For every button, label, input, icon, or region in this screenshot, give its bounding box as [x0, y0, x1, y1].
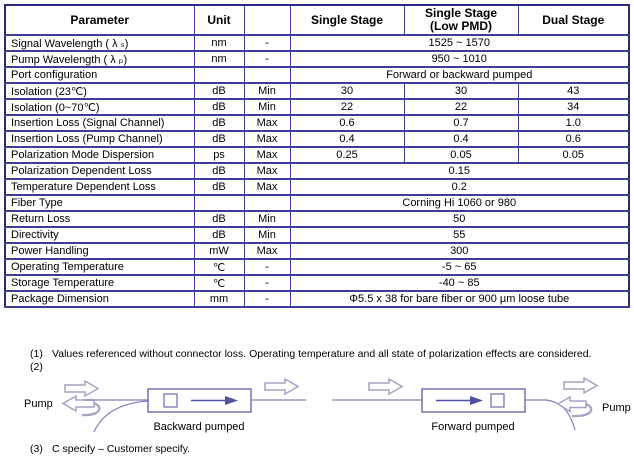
- column-header-label: Single Stage: [310, 12, 384, 27]
- cell-qualifier: -: [244, 259, 290, 275]
- cell-parameter: Package Dimension: [5, 291, 194, 307]
- note-2-number: (2): [30, 361, 43, 373]
- cell-parameter: Isolation (0~70℃): [5, 99, 194, 115]
- cell-value: 0.25: [290, 147, 404, 163]
- cell-unit: dB: [194, 227, 244, 243]
- cell-value-span: 950 ~ 1010: [290, 51, 629, 67]
- table-row: [5, 147, 629, 163]
- cell-parameter: Fiber Type: [5, 195, 194, 211]
- cell-value-span: 1525 ~ 1570: [290, 35, 629, 51]
- pump-label-right: Pump: [602, 402, 631, 414]
- cell-unit: dB: [194, 131, 244, 147]
- cell-value: 0.05: [518, 147, 629, 163]
- signal-out-arrow-icon: [265, 379, 298, 394]
- cell-parameter: Temperature Dependent Loss: [5, 179, 194, 195]
- cell-parameter: Insertion Loss (Pump Channel): [5, 131, 194, 147]
- note-3-text: C specify – Customer specify.: [52, 443, 191, 455]
- column-header: [518, 5, 629, 35]
- cell-unit: [194, 195, 244, 211]
- forward-pumped-diagram: [324, 374, 632, 440]
- cell-unit: dB: [194, 163, 244, 179]
- column-header: [290, 5, 404, 35]
- cell-value: 22: [290, 99, 404, 115]
- column-header-label: Single Stage: [424, 6, 498, 20]
- signal-in-arrow-icon: [65, 381, 98, 396]
- cell-parameter: Port configuration: [5, 67, 194, 83]
- column-header-label: Parameter: [70, 12, 130, 27]
- cell-qualifier: Max: [244, 115, 290, 131]
- table-row: [5, 99, 629, 115]
- cell-qualifier: [244, 195, 290, 211]
- table-row: [5, 131, 629, 147]
- table-row: [5, 259, 629, 275]
- cell-value-span: -40 ~ 85: [290, 275, 629, 291]
- cell-value: 0.4: [404, 131, 518, 147]
- column-header-label: Dual Stage: [542, 12, 605, 27]
- cell-value: 30: [404, 83, 518, 99]
- column-header-label: Unit: [207, 12, 231, 27]
- cell-unit: nm: [194, 35, 244, 51]
- cell-qualifier: Max: [244, 163, 290, 179]
- cell-parameter: Storage Temperature: [5, 275, 194, 291]
- signal-out-arrow-icon: [564, 378, 597, 393]
- cell-qualifier: Min: [244, 83, 290, 99]
- cell-value-span: Forward or backward pumped: [290, 67, 629, 83]
- note-1-number: (1): [30, 348, 43, 360]
- backward-pumped-label: Backward pumped: [153, 421, 245, 433]
- cell-parameter: Return Loss: [5, 211, 194, 227]
- table-row: [5, 163, 629, 179]
- cell-qualifier: Max: [244, 179, 290, 195]
- note-3-number: (3): [30, 443, 43, 455]
- cell-unit: mW: [194, 243, 244, 259]
- cell-value-span: 50: [290, 211, 629, 227]
- table-row: [5, 115, 629, 131]
- table-row: [5, 35, 629, 51]
- note-1: [30, 348, 630, 360]
- cell-value: 0.6: [518, 131, 629, 147]
- note-2: [30, 361, 52, 373]
- table-row: [5, 243, 629, 259]
- cell-unit: dB: [194, 211, 244, 227]
- forward-pumped-label: Forward pumped: [431, 421, 515, 433]
- spec-table: [4, 4, 630, 308]
- cell-value: 30: [290, 83, 404, 99]
- cell-value-span: 55: [290, 227, 629, 243]
- filter-square-icon: [491, 394, 504, 407]
- column-header: [5, 5, 194, 35]
- header-row: [5, 5, 629, 35]
- cell-value: 0.6: [290, 115, 404, 131]
- cell-parameter: Operating Temperature: [5, 259, 194, 275]
- cell-parameter: Insertion Loss (Signal Channel): [5, 115, 194, 131]
- cell-qualifier: [244, 67, 290, 83]
- cell-qualifier: -: [244, 291, 290, 307]
- table-row: [5, 211, 629, 227]
- cell-value: 0.4: [290, 131, 404, 147]
- cell-value: 43: [518, 83, 629, 99]
- cell-unit: dB: [194, 179, 244, 195]
- cell-parameter: Power Handling: [5, 243, 194, 259]
- cell-unit: ℃: [194, 259, 244, 275]
- table-row: [5, 67, 629, 83]
- cell-qualifier: -: [244, 51, 290, 67]
- cell-value: 1.0: [518, 115, 629, 131]
- cell-value-span: 0.15: [290, 163, 629, 179]
- cell-value: 0.05: [404, 147, 518, 163]
- cell-unit: dB: [194, 99, 244, 115]
- table-row: [5, 291, 629, 307]
- cell-unit: mm: [194, 291, 244, 307]
- cell-value-span: 300: [290, 243, 629, 259]
- cell-value: 0.7: [404, 115, 518, 131]
- cell-value-span: Corning Hi 1060 or 980: [290, 195, 629, 211]
- cell-qualifier: Max: [244, 131, 290, 147]
- cell-qualifier: -: [244, 35, 290, 51]
- cell-parameter: Polarization Dependent Loss: [5, 163, 194, 179]
- column-header: [194, 5, 244, 35]
- column-header: [244, 5, 290, 35]
- cell-unit: dB: [194, 115, 244, 131]
- cell-qualifier: Min: [244, 227, 290, 243]
- backward-pumped-diagram: [18, 374, 320, 440]
- table-row: [5, 51, 629, 67]
- cell-qualifier: Max: [244, 243, 290, 259]
- cell-qualifier: Min: [244, 211, 290, 227]
- cell-unit: nm: [194, 51, 244, 67]
- cell-value: 34: [518, 99, 629, 115]
- table-row: [5, 227, 629, 243]
- pump-fiber-curve: [94, 401, 148, 432]
- pump-label-left: Pump: [24, 398, 53, 410]
- column-header-sublabel: (Low PMD): [430, 19, 492, 33]
- cell-qualifier: Max: [244, 147, 290, 163]
- signal-in-arrow-icon: [369, 379, 402, 394]
- cell-parameter: Isolation (23℃): [5, 83, 194, 99]
- cell-parameter: Directivity: [5, 227, 194, 243]
- cell-parameter: Pump Wavelength ( λ ₚ): [5, 51, 194, 67]
- column-header: [404, 5, 518, 35]
- cell-unit: [194, 67, 244, 83]
- cell-qualifier: -: [244, 275, 290, 291]
- cell-parameter: Polarization Mode Dispersion: [5, 147, 194, 163]
- note-1-text: Values referenced without connector loss. Operating temperature and all state of polarization effects are considered.: [52, 348, 592, 360]
- table-row: [5, 179, 629, 195]
- cell-unit: ps: [194, 147, 244, 163]
- cell-value-span: 0.2: [290, 179, 629, 195]
- cell-unit: ℃: [194, 275, 244, 291]
- cell-value-span: -5 ~ 65: [290, 259, 629, 275]
- table-row: [5, 195, 629, 211]
- filter-square-icon: [164, 394, 177, 407]
- cell-unit: dB: [194, 83, 244, 99]
- cell-qualifier: Min: [244, 99, 290, 115]
- cell-value: 22: [404, 99, 518, 115]
- pump-loop-arrow-icon: [558, 397, 586, 412]
- table-row: [5, 83, 629, 99]
- cell-value-span: Φ5.5 x 38 for bare fiber or 900 μm loose tube: [290, 291, 629, 307]
- note-3: [30, 443, 190, 455]
- pump-loop-arrow-icon: [63, 396, 94, 411]
- table-row: [5, 275, 629, 291]
- cell-parameter: Signal Wavelength ( λ ₛ): [5, 35, 194, 51]
